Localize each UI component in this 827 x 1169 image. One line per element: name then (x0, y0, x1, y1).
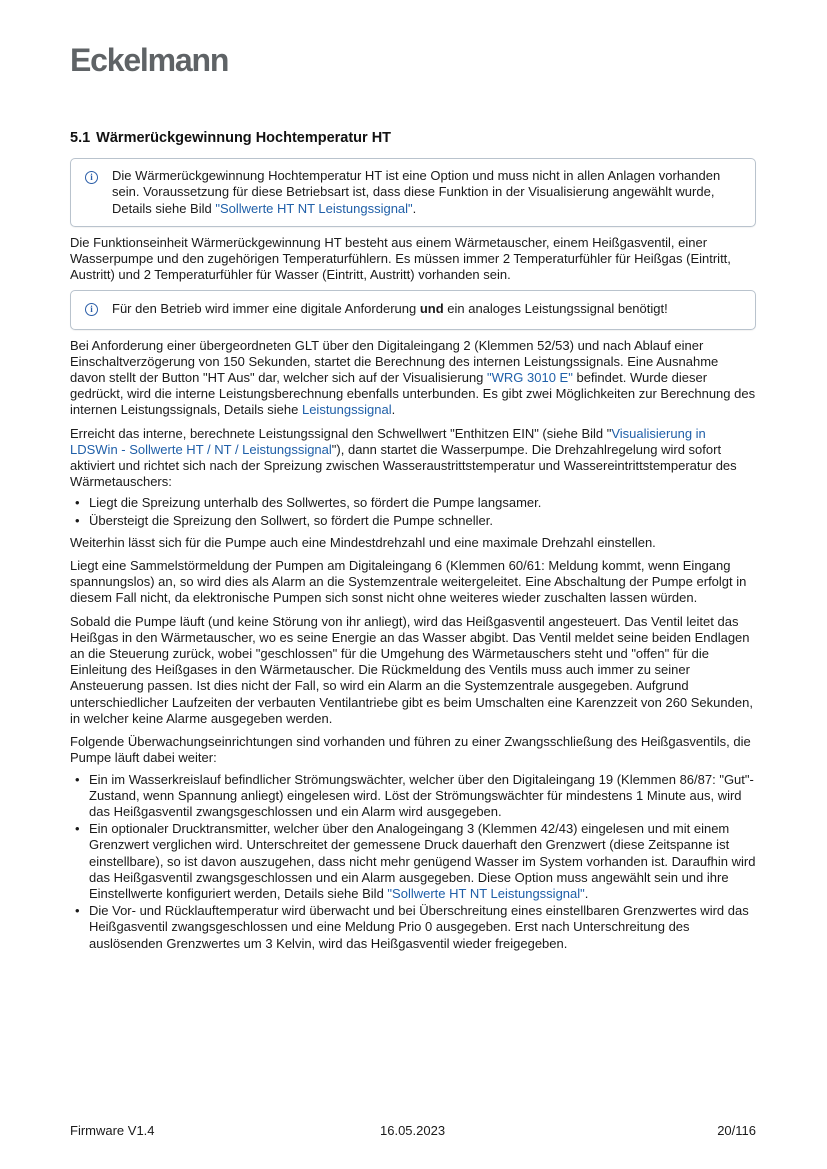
text: . (584, 885, 589, 901)
note-text-end: ein analoges Leistungssignal benötigt! (443, 301, 668, 317)
list-item: • Übersteigt die Spreizung den Sollwert, so fördert die Pumpe schneller. (75, 513, 756, 529)
company-logo: Eckelmann (70, 42, 229, 78)
spreizung-list (70, 495, 756, 528)
list-item (75, 821, 756, 902)
firmware-version: Firmware V1.4 (70, 1123, 155, 1138)
link-wrg-3010e[interactable]: "WRG 3010 E" (487, 370, 573, 386)
info-icon: i (85, 303, 98, 316)
ueberwachung-list (70, 772, 756, 952)
text: Erreicht das interne, berechnete Leistungssignal den Schwellwert "Enthitzen EIN" (siehe Bild " (70, 425, 612, 441)
text: . (391, 402, 396, 418)
document-date: 16.05.2023 (380, 1123, 446, 1138)
note-text: Die Wärmerückgewinnung Hochtemperatur HT ist eine Option und muss nicht in allen Anlagen vorhanden sein. Voraussetzung für diese Betriebsart ist, dass diese Funktion in der Visualisierung angewählt wurde, Details siehe Bild (112, 168, 721, 216)
section-title: Wärmerückgewinnung Hochtemperatur HT (96, 130, 392, 146)
section-heading (70, 130, 756, 146)
paragraph-sammelstoermeldung: Liegt eine Sammelstörmeldung der Pumpen am Digitaleingang 6 (Klemmen 60/61: Meldung kommt, wenn Eingang spannungslos) an, so wird dies als Alarm an die Systemzentrale weitergeleitet. Eine Abschaltung der Pumpe erfolgt in diesem Fall nicht, da elektronische Pumpen sich sonst nicht ohne weiteres wieder zuschalten lassen würden. (70, 558, 747, 606)
info-note-option (70, 158, 756, 227)
link-sollwerte-ht-nt[interactable]: "Sollwerte HT NT Leistungssignal" (215, 200, 413, 216)
paragraph-drehzahl: Weiterhin lässt sich für die Pumpe auch eine Mindestdrehzahl und eine maximale Drehzahl einstellen. (70, 534, 656, 550)
document-body (70, 130, 756, 958)
paragraph-funktionseinheit: Die Funktionseinheit Wärmerückgewinnung HT besteht aus einem Wärmetauscher, einem Heißgasventil, einer Wasserpumpe und den zugehörigen Temperaturfühlern. Es müssen immer 2 Temperaturfühler für Heißgas (Eintritt, Austritt) und 2 Temperaturfühler für Wasser (Eintritt, Austritt) vorhanden sein. (70, 234, 731, 283)
text: Ein optionaler Drucktransmitter, welcher über den Analogeingang 3 (Klemmen 42/43) eingelesen und mit einem Grenzwert verglichen wird. Unterschreitet der gemessene Druck dauerhaft den Grenzwert (diese Zeitspanne ist einstellbare), so ist davon auszugehen, dass nicht mehr genügend Wasser im System vorhanden ist. Daraufhin wird das Heißgasventil zwangsgeschlossen und ein Alarm ausgegeben. Diese Option muss angewählt sein und ihre Einstellwerte konfiguriert werden, Details siehe Bild (89, 821, 756, 901)
section-number: 5.1 (70, 130, 91, 146)
page-number: 20/116 (717, 1123, 756, 1138)
info-icon: i (85, 171, 98, 184)
link-sollwerte-ht-nt-2[interactable]: "Sollwerte HT NT Leistungssignal" (387, 885, 585, 901)
note-text: Für den Betrieb wird immer eine digitale Anforderung (112, 301, 420, 317)
paragraph-heissgasventil: Sobald die Pumpe läuft (und keine Störung von ihr anliegt), wird das Heißgasventil angesteuert. Das Ventil leitet das Heißgas in den Wärmetauscher, wo es seine Energie an das Wasser abgibt. Das Ventil meldet seine beiden Endlagen an die Steuerung zurück, wobei "geschlossen" für die Umgehung des Wärmetauschers steht und "offen" für die Einleitung des Heißgases in den Wärmetauscher. Die Rückmeldung des Ventils muss auch immer zu seiner Ansteuerung passen. Ist dies nicht der Fall, so wird ein Alarm an die Systemzentrale ausgegeben. Aufgrund unterschiedlicher Laufzeiten der verbauten Ventilantriebe gibt es beim Umschalten eine Karenzzeit von 260 Sekunden, in welcher keine Alarme ausgegeben werden. (70, 613, 753, 726)
note-text-end: . (412, 200, 417, 216)
link-visualisierung-ldswin[interactable]: Visualisierung in LDSWin - Sollwerte HT / NT / Leistungssignal (70, 425, 706, 457)
list-item: • Ein im Wasserkreislauf befindlicher Strömungswächter, welcher über den Digitaleingang 19 (Klemmen 86/87: "Gut"-Zustand, wenn Spannung anliegt) eingelesen wird. Löst der Strömungswächter für mindestens 1 Minute aus, wird das Heißgasventil zwangsgeschlossen und ein Alarm wird ausgegeben. (75, 772, 756, 821)
info-note-betrieb (70, 290, 756, 329)
list-item: • Die Vor- und Rücklauftemperatur wird überwacht und bei Überschreitung eines einstellbaren Grenzwertes wird das Heißgasventil zwangsgeschlossen und eine Meldung Prio 0 ausgegeben. Erst nach Unterschreitung des auslösenden Grenzwertes um 3 Kelvin, wird das Heißgasventil wieder freigegeben. (75, 903, 756, 952)
paragraph-anforderung (70, 338, 756, 419)
text: befindet. Wurde dieser gedrückt, wird die interne Leistungsberechnung ebenfalls unterbunden. Es gibt zwei Möglichkeiten zur Berechnung des internen Leistungssignals, Details siehe (70, 370, 756, 418)
text: "), dann startet die Wasserpumpe. Die Drehzahlregelung wird sofort aktiviert und richtet sich nach der Spreizung zwischen Wasseraustrittstemperatur und Wassereintrittstemperatur des Wärmetauschers: (70, 441, 737, 490)
text: Bei Anforderung einer übergeordneten GLT über den Digitaleingang 2 (Klemmen 52/53) und nach Ablauf einer Einschaltverzögerung von 150 Sekunden, startet die Berechnung des internen Leistungssignals. Eine Ausnahme davon stellt der Button "HT Aus" dar, welcher sich auf der Visualisierung (70, 337, 719, 386)
list-item: • Liegt die Spreizung unterhalb des Sollwertes, so fördert die Pumpe langsamer. (75, 495, 756, 511)
link-leistungssignal[interactable]: Leistungssignal (301, 402, 392, 418)
paragraph-ueberwachung: Folgende Überwachungseinrichtungen sind vorhanden und führen zu einer Zwangsschließung des Heißgasventils, die Pumpe läuft dabei weiter: (70, 734, 751, 766)
note-bold-text: und (419, 301, 444, 317)
paragraph-schwellwert (70, 426, 756, 491)
